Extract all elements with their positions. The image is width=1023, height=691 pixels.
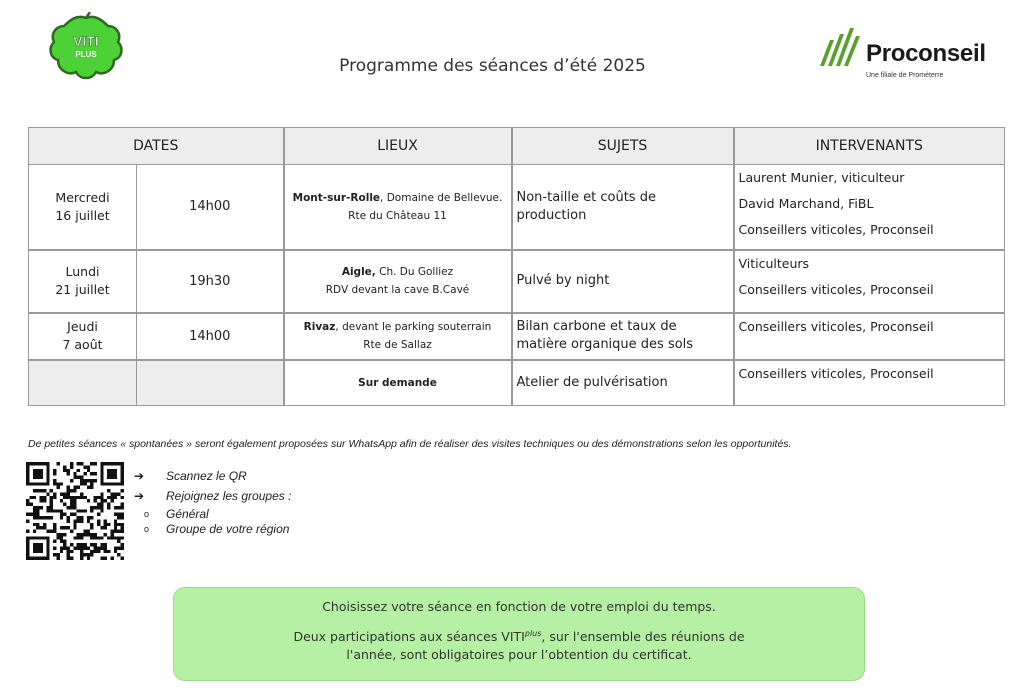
place-detail: Ch. Du Golliez [375, 266, 454, 278]
place-detail: , devant le parking souterrain [335, 321, 492, 333]
proconseil-tagline: Une filiale de Prométerre [866, 72, 944, 79]
group-label: Général [166, 506, 209, 521]
header-intervenants: INTERVENANTS [734, 128, 1005, 165]
session-day: 21 juillet [55, 282, 110, 297]
svg-text:PLUS: PLUS [75, 50, 97, 59]
session-weekday: Lundi [65, 264, 100, 279]
bullet-icon: o [144, 523, 150, 534]
svg-text:VITI: VITI [73, 33, 99, 49]
whatsapp-steps [134, 466, 291, 536]
session-day: 7 août [62, 337, 103, 352]
speaker: Conseillers viticoles, Proconseil [738, 318, 934, 334]
place-address: Rte de Sallaz [363, 339, 432, 351]
step-scan-label: Scannez le QR [166, 469, 247, 483]
callout-plus-superscript: plus [524, 629, 542, 638]
session-date [29, 360, 137, 406]
session-subject: Non-taille et coûts de production [512, 165, 734, 250]
header-lieux: LIEUX [284, 128, 512, 165]
qr-code[interactable] [26, 462, 124, 560]
table-row [29, 360, 1005, 406]
place-address: RDV devant la cave B.Cavé [325, 284, 470, 296]
place-address: Rte du Château 11 [348, 209, 447, 222]
speaker: David Marchand, FiBL [738, 196, 874, 211]
callout-line-2-end: , sur l'ensemble des réunions de [541, 629, 745, 645]
place-name: Mont-sur-Rolle [292, 191, 381, 204]
table-header-row [29, 128, 1005, 165]
callout-line-2-start: Deux participations aux séances VITI [293, 629, 525, 645]
whatsapp-note: De petites séances « spontanées » seront également proposées sur WhatsApp afin de réaliser des visites techniques ou des démonstrations selon les opportunités. [28, 438, 792, 450]
group-label: Groupe de votre région [166, 521, 290, 536]
place-name: Aigle, [341, 266, 376, 278]
session-speakers [734, 250, 1005, 313]
speaker: Viticulteurs [738, 255, 810, 271]
session-day: 16 juillet [55, 207, 110, 223]
step-scan [134, 466, 291, 486]
callout-line-1: Choisissez votre séance en fonction de votre emploi du temps. [322, 599, 716, 614]
session-place [284, 313, 512, 360]
qr-code-icon [26, 462, 124, 560]
session-date [29, 250, 137, 313]
arrow-right-icon: ➔ [134, 469, 145, 483]
session-time [137, 360, 284, 406]
session-time: 19h30 [137, 250, 284, 313]
programme-table [28, 127, 1005, 406]
session-weekday: Jeudi [67, 319, 98, 334]
session-speakers [734, 165, 1005, 250]
place-name: Sur demande [358, 376, 437, 389]
certificate-callout [173, 587, 865, 681]
table-row [29, 313, 1005, 360]
session-subject: Atelier de pulvérisation [512, 360, 734, 406]
speaker: Laurent Munier, viticulteur [738, 170, 905, 185]
session-place [284, 165, 512, 250]
session-place [284, 360, 512, 406]
place-detail: , Domaine de Bellevue. [380, 191, 503, 204]
header-sujets: SUJETS [512, 128, 734, 165]
session-weekday: Mercredi [55, 189, 110, 205]
table-row [29, 165, 1005, 250]
bullet-icon: o [144, 508, 150, 519]
session-date [29, 313, 137, 360]
group-item [134, 521, 291, 536]
speaker: Conseillers viticoles, Proconseil [738, 365, 934, 381]
arrow-right-icon: ➔ [134, 489, 145, 503]
session-time: 14h00 [137, 165, 284, 250]
session-subject: Bilan carbone et taux de matière organique des sols [512, 313, 734, 360]
session-time: 14h00 [137, 313, 284, 360]
proconseil-brand: Proconseil [866, 40, 986, 67]
session-subject: Pulvé by night [512, 250, 734, 313]
proconseil-logo [818, 26, 1008, 86]
header-dates: DATES [29, 128, 284, 165]
session-place [284, 250, 512, 313]
speaker: Conseillers viticoles, Proconseil [738, 281, 934, 297]
page-title: Programme des séances d’été 2025 [339, 56, 646, 76]
session-speakers [734, 360, 1005, 406]
callout-line-3: l'année, sont obligatoires pour l’obtention du certificat. [346, 647, 692, 663]
speaker: Conseillers viticoles, Proconseil [738, 222, 934, 237]
session-date [29, 165, 137, 250]
step-join-label: Rejoignez les groupes : [166, 489, 292, 503]
table-row [29, 250, 1005, 313]
session-speakers [734, 313, 1005, 360]
place-name: Rivaz [303, 321, 336, 333]
callout-line-2 [174, 625, 864, 646]
group-item [134, 506, 291, 521]
proconseil-stripes-icon [818, 26, 866, 70]
step-join [134, 486, 291, 506]
